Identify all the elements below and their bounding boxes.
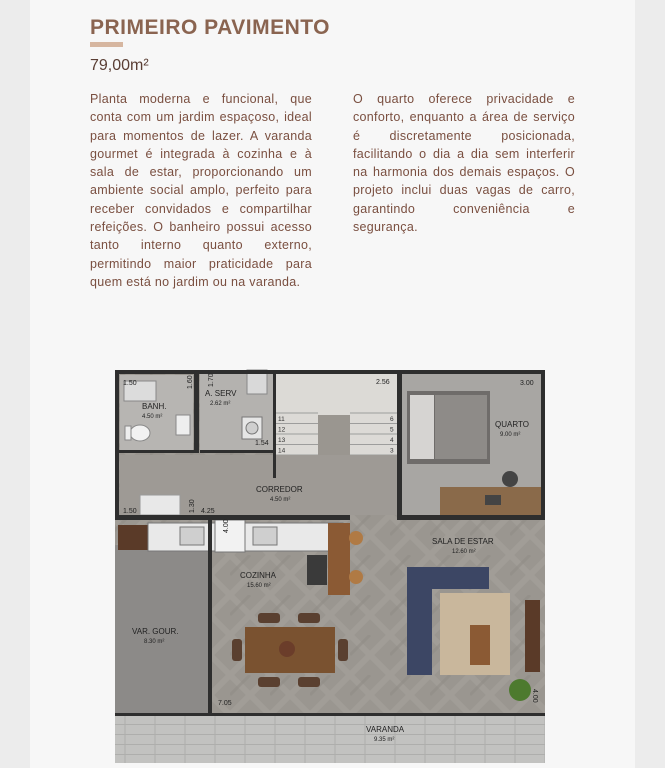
stair-step-number: 13 <box>278 437 286 444</box>
stair-step-number: 4 <box>390 437 394 444</box>
corridor-sink-counter <box>140 495 180 515</box>
room-label-sala: SALA DE ESTAR <box>432 537 494 546</box>
dim-1-30: 1.30 <box>189 499 196 513</box>
dim-7-05: 7.05 <box>218 700 232 707</box>
room-label-varanda: VARANDA <box>366 725 405 734</box>
bathroom-sink <box>176 415 190 435</box>
dim-2-56: 2.56 <box>376 379 390 386</box>
kitchen-island <box>328 523 350 595</box>
page-title: PRIMEIRO PAVIMENTO <box>90 16 331 39</box>
kitchen-fridge <box>215 520 245 552</box>
bed-pillows <box>410 395 434 459</box>
room-label-banh: BANH. <box>142 402 167 411</box>
dim-4-00-right: 4.00 <box>531 689 538 703</box>
stair-step-number: 5 <box>390 426 394 434</box>
dim-1-60: 1.60 <box>187 375 194 389</box>
table-plant <box>279 641 295 657</box>
dim-4-00-kitchen: 4.00 <box>223 519 230 533</box>
stool-1 <box>349 531 363 545</box>
room-area-quarto: 9.00 m² <box>500 432 521 438</box>
description-left: Planta moderna e funcional, que conta com um jardim espaçoso, ideal para momentos de lazer. A varanda gourmet é integrada à cozinha e à sala de estar, proporcionando um ambiente social amplo, perfeito para receber convidados e compartilhar refeições. O banheiro possui acesso tanto interno quanto externo, permitindo maior praticidade para quem está no jardim ou na varanda. <box>90 92 312 289</box>
room-area-aserv: 2.62 m² <box>210 401 231 407</box>
washing-machine-drum <box>246 422 258 434</box>
room-label-cozinha: COZINHA <box>240 571 276 580</box>
kitchen-stove <box>307 555 327 585</box>
sofa-chaise <box>407 567 432 675</box>
toilet-fixture <box>130 425 150 441</box>
dim-4-25: 4.25 <box>201 508 215 515</box>
room-label-vargour: VAR. GOUR. <box>132 627 179 636</box>
dim-1-50-bottom: 1.50 <box>123 508 137 515</box>
stair-step-number: 3 <box>390 447 394 455</box>
desk-chair <box>502 471 518 487</box>
room-area-varanda: 9.35 m² <box>374 737 395 743</box>
room-label-aserv: A. SERV <box>205 389 237 398</box>
stair-step-number: 6 <box>390 416 394 423</box>
coffee-table <box>470 625 490 665</box>
tv-rack <box>525 600 540 672</box>
room-label-quarto: QUARTO <box>495 420 529 429</box>
laptop <box>485 495 501 505</box>
veranda-floor <box>115 715 545 763</box>
kitchen-sink <box>180 527 204 545</box>
dim-1-70: 1.70 <box>208 373 215 387</box>
room-area-vargour: 8.30 m² <box>144 639 165 645</box>
stair-step-number: 11 <box>278 416 285 423</box>
description-right: O quarto oferece privacidade e conforto, enquanto a área de serviço é discretamente posicionada, facilitando o dia a dia sem interferir na harmonia dos demais espaços. O projeto inclui duas vagas de carro, garantindo conveniência e segurança. <box>353 92 575 235</box>
room-label-corredor: CORREDOR <box>256 485 303 494</box>
dim-3-00: 3.00 <box>520 380 534 387</box>
room-area-sala: 12.60 m² <box>452 549 476 555</box>
stair-step-number: 12 <box>278 426 286 434</box>
gourmet-grill <box>118 525 148 550</box>
stair-step-number: 14 <box>278 447 286 455</box>
dim-1-54: 1.54 <box>255 440 269 447</box>
dim-1-50-top: 1.50 <box>123 380 137 387</box>
title-underline <box>90 42 123 47</box>
toilet-tank <box>125 426 131 440</box>
total-area: 79,00m² <box>90 57 149 74</box>
floor-plan <box>110 355 550 763</box>
room-area-banh: 4.50 m² <box>142 414 163 420</box>
room-area-cozinha: 15.60 m² <box>247 583 271 589</box>
room-area-corredor: 4.50 m² <box>270 497 291 503</box>
stool-2 <box>349 570 363 584</box>
kitchen-sink-2 <box>253 527 277 545</box>
bed-blanket <box>435 395 487 459</box>
living-plant <box>509 679 531 701</box>
